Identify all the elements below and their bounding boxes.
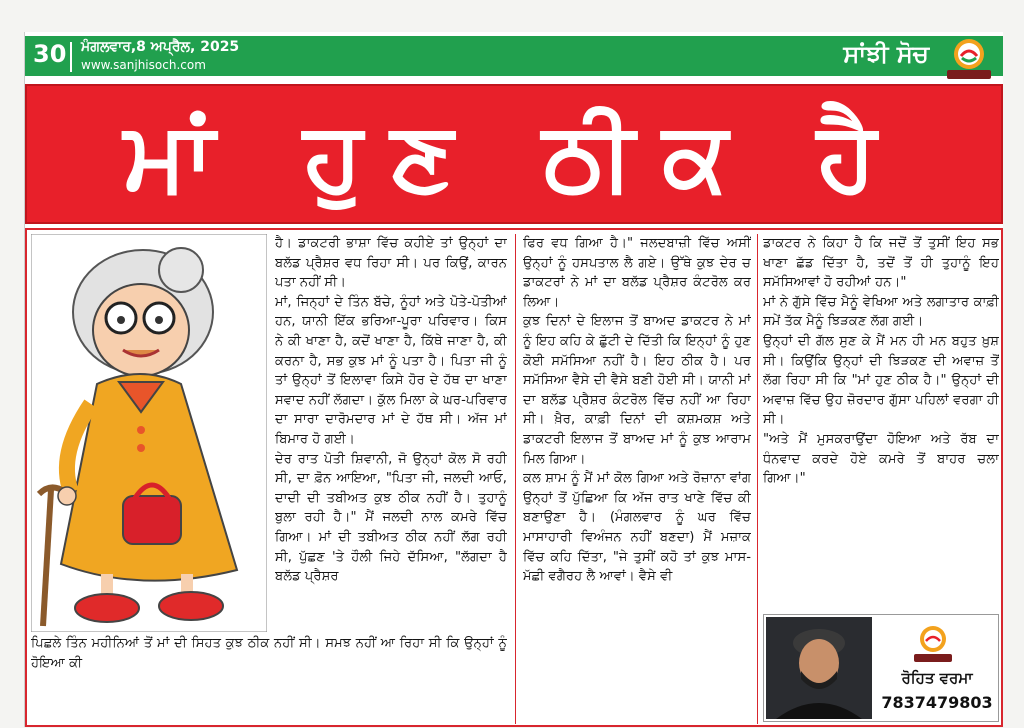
sanjhi-soch-logo-icon (910, 623, 956, 663)
author-box (763, 614, 999, 722)
article-opening-paragraph: ਪਿਛਲੇ ਤਿੰਨ ਮਹੀਨਿਆਂ ਤੋਂ ਮਾਂ ਦੀ ਸਿਹਤ ਕੁਝ ਠੀਕ ਨਹੀਂ ਸੀ। ਸਮਝ ਨਹੀਂ ਆ ਰਿਹਾ ਸੀ ਕਿ ਉਨ੍ਹਾਂ ਨੂੰ ਹੋਇਆ ਕੀ (31, 636, 507, 671)
paragraph: ਕੁਝ ਦਿਨਾਂ ਦੇ ਇਲਾਜ ਤੋਂ ਬਾਅਦ ਡਾਕਟਰ ਨੇ ਮਾਂ ਨੂੰ ਇਹ ਕਹਿ ਕੇ ਛੁੱਟੀ ਦੇ ਦਿੱਤੀ ਕਿ ਇਨ੍ਹਾਂ ਨੂੰ ਹੁਣ ਕੋਈ ਸਮੱਸਿਆ ਨਹੀਂ ਹੈ। ਇਹ ਠੀਕ ਹੈ। ਪਰ ਸਮੱਸਿਆ ਵੈਸੇ ਦੀ ਵੈਸੇ ਬਣੀ ਹੋਈ ਸੀ। ਯਾਨੀ ਮਾਂ ਦਾ ਬਲੱਡ ਪ੍ਰੈਸ਼ਰ ਕੰਟਰੋਲ ਵਿੱਚ ਨਹੀਂ ਆ ਰਿਹਾ ਸੀ। ਖ਼ੈਰ, ਕਾਫ਼ੀ ਦਿਨਾਂ ਦੀ ਕਸ਼ਮਕਸ਼ ਅਤੇ ਡਾਕਟਰੀ ਇਲਾਜ ਤੋਂ ਬਾਅਦ ਮਾਂ ਨੂੰ ਕੁਝ ਆਰਾਮ ਮਿਲ ਗਿਆ। (523, 314, 751, 467)
headline-title: ਮਾਂ ਹੁਣ ਠੀਕ ਹੈ (123, 100, 905, 212)
header-divider (70, 42, 72, 72)
column-divider (515, 234, 516, 724)
paragraph: ਫਿਰ ਵਧ ਗਿਆ ਹੈ।" ਜਲਦਬਾਜ਼ੀ ਵਿੱਚ ਅਸੀਂ ਉਨ੍ਹਾਂ ਨੂੰ ਹਸਪਤਾਲ ਲੈ ਗਏ। ਉੱਥੇ ਕੁਝ ਦੇਰ ਚ ਡਾਕਟਰਾਂ ਨੇ ਮਾਂ ਦਾ ਬਲੱਡ ਪ੍ਰੈਸ਼ਰ ਕੰਟਰੋਲ ਕਰ ਲਿਆ। (523, 236, 751, 310)
article-body (25, 228, 1003, 727)
paragraph: ਮਾਂ, ਜਿਨ੍ਹਾਂ ਦੇ ਤਿੰਨ ਬੱਚੇ, ਨੂੰਹਾਂ ਅਤੇ ਪੋਤੇ-ਪੋਤੀਆਂ ਹਨ, ਯਾਨੀ ਇੱਕ ਭਰਿਆ-ਪੂਰਾ ਪਰਿਵਾਰ। ਕਿਸ ਨੇ ਕੀ ਖਾਣਾ ਹੈ, ਕਦੋਂ ਖਾਣਾ ਹੈ, ਕਿੱਥੇ ਜਾਣਾ ਹੈ, ਕੀ ਕਰਨਾ ਹੈ, ਸਭ ਕੁਝ ਮਾਂ ਨੂੰ ਪਤਾ ਹੈ। ਪਿਤਾ ਜੀ ਨੂੰ ਤਾਂ ਉਨ੍ਹਾਂ ਤੋਂ ਇਲਾਵਾ ਕਿਸੇ ਹੋਰ ਦੇ ਹੱਥ ਦਾ ਖਾਣਾ ਸਵਾਦ ਨਹੀਂ ਲੱਗਦਾ। ਕੁੱਲ ਮਿਲਾ ਕੇ ਘਰ-ਪਰਿਵਾਰ ਦਾ ਸਾਰਾ ਦਾਰੋਮਦਾਰ ਮਾਂ ਦੇ ਹੱਥ ਸੀ। ਅੱਜ ਮਾਂ ਬਿਮਾਰ ਹੋ ਗਈ। (275, 294, 507, 447)
author-name: ਰੋਹਿਤ ਵਰਮਾ (901, 669, 973, 687)
paragraph: "ਅਤੇ ਮੈਂ ਮੁਸਕਰਾਉਂਦਾ ਹੋਇਆ ਅਤੇ ਰੱਬ ਦਾ ਧੰਨਵਾਦ ਕਰਦੇ ਹੋਏ ਕਮਰੇ ਤੋਂ ਬਾਹਰ ਚਲਾ ਗਿਆ।" (763, 431, 999, 487)
issue-date: ਮੰਗਲਵਾਰ,8 ਅਪ੍ਰੈਲ, 2025 (81, 39, 240, 55)
article-column-2 (523, 234, 751, 728)
author-phone: 7837479803 (881, 693, 993, 712)
newspaper-page (24, 32, 1003, 727)
author-photo (766, 617, 872, 719)
column-divider (757, 234, 758, 724)
paragraph: ਉਨ੍ਹਾਂ ਦੀ ਗੱਲ ਸੁਣ ਕੇ ਮੈਂ ਮਨ ਹੀ ਮਨ ਬਹੁਤ ਖ਼ੁਸ਼ ਸੀ। ਕਿਉਂਕਿ ਉਨ੍ਹਾਂ ਦੀ ਝਿੜਕਣ ਦੀ ਅਵਾਜ਼ ਤੋਂ ਲੱਗ ਰਿਹਾ ਸੀ ਕਿ "ਮਾਂ ਹੁਣ ਠੀਕ ਹੈ।" ਉਨ੍ਹਾਂ ਦੀ ਅਵਾਜ਼ ਵਿੱਚ ਉਹ ਜ਼ੋਰਦਾਰ ਗੁੱਸਾ ਪਹਿਲਾਂ ਵਰਗਾ ਹੀ ਸੀ। (763, 333, 999, 428)
headline-banner (25, 84, 1003, 224)
paragraph: ਦੇਰ ਰਾਤ ਪੋਤੀ ਸ਼ਿਵਾਨੀ, ਜੋ ਉਨ੍ਹਾਂ ਕੋਲ ਸੋ ਰਹੀ ਸੀ, ਦਾ ਫ਼ੋਨ ਆਇਆ, "ਪਿਤਾ ਜੀ, ਜਲਦੀ ਆਓ, ਦਾਦੀ ਦੀ ਤਬੀਅਤ ਕੁਝ ਠੀਕ ਨਹੀਂ ਹੈ। ਤੁਹਾਨੂੰ ਬੁਲਾ ਰਹੀ ਹੈ।" ਮੈਂ ਜਲਦੀ ਨਾਲ ਕਮਰੇ ਵਿੱਚ ਗਿਆ। ਮਾਂ ਦੀ ਤਬੀਅਤ ਠੀਕ ਨਹੀਂ ਲੱਗ ਰਹੀ ਸੀ, ਪੁੱਛਣ 'ਤੇ ਹੌਲੀ ਜਿਹੇ ਦੱਸਿਆ, "ਲੱਗਦਾ ਹੈ ਬਲੱਡ ਪ੍ਰੈਸ਼ਰ (275, 451, 507, 585)
paragraph: ਹੈ। ਡਾਕਟਰੀ ਭਾਸ਼ਾ ਵਿੱਚ ਕਹੀਏ ਤਾਂ ਉਨ੍ਹਾਂ ਦਾ ਬਲੱਡ ਪ੍ਰੈਸ਼ਰ ਵਧ ਰਿਹਾ ਸੀ। ਪਰ ਕਿਉਂ, ਕਾਰਨ ਪਤਾ ਨਹੀਂ ਸੀ। (275, 236, 507, 291)
page-number: 30 (33, 40, 67, 68)
page-header (25, 36, 1003, 76)
paragraph: ਕਲ ਸ਼ਾਮ ਨੂੰ ਮੈਂ ਮਾਂ ਕੋਲ ਗਿਆ ਅਤੇ ਰੋਜ਼ਾਨਾ ਵਾਂਗ ਉਨ੍ਹਾਂ ਤੋਂ ਪੁੱਛਿਆ ਕਿ ਅੱਜ ਰਾਤ ਖਾਣੇ ਵਿੱਚ ਕੀ ਬਣਾਉਣਾ ਹੈ। (ਮੰਗਲਵਾਰ ਨੂੰ ਘਰ ਵਿੱਚ ਮਾਸਾਹਾਰੀ ਵਿਅੰਜਨ ਨਹੀਂ ਬਣਦਾ) ਮੈਂ ਮਜ਼ਾਕ ਵਿੱਚ ਕਹਿ ਦਿੱਤਾ, "ਜੇ ਤੁਸੀਂ ਕਹੋ ਤਾਂ ਕੁਝ ਮਾਸ-ਮੱਛੀ ਵਗੈਰਹ ਲੈ ਆਵਾਂ। ਵੈਸੇ ਵੀ (523, 471, 751, 585)
grandmother-illustration (31, 234, 267, 632)
article-column-3 (763, 234, 999, 614)
website-link[interactable]: www.sanjhisoch.com (81, 58, 206, 72)
brand-name: ਸਾਂਝੀ ਸੋਚ (843, 40, 929, 68)
paragraph: ਮਾਂ ਨੇ ਗੁੱਸੇ ਵਿੱਚ ਮੈਨੂੰ ਵੇਖਿਆ ਅਤੇ ਲਗਾਤਾਰ ਕਾਫ਼ੀ ਸਮੇਂ ਤੱਕ ਮੈਨੂੰ ਝਿੜਕਣ ਲੱਗ ਗਈ। (763, 294, 999, 330)
article-column-1 (275, 234, 507, 636)
paragraph: ਡਾਕਟਰ ਨੇ ਕਿਹਾ ਹੈ ਕਿ ਜਦੋਂ ਤੋਂ ਤੁਸੀਂ ਇਹ ਸਭ ਖਾਣਾ ਛੱਡ ਦਿੱਤਾ ਹੈ, ਤਦੋਂ ਤੋਂ ਹੀ ਤੁਹਾਨੂੰ ਇਹ ਸਮੱਸਿਆਵਾਂ ਹੋ ਰਹੀਆਂ ਹਨ।" (763, 236, 999, 291)
sanjhi-soch-logo-icon (941, 36, 997, 80)
